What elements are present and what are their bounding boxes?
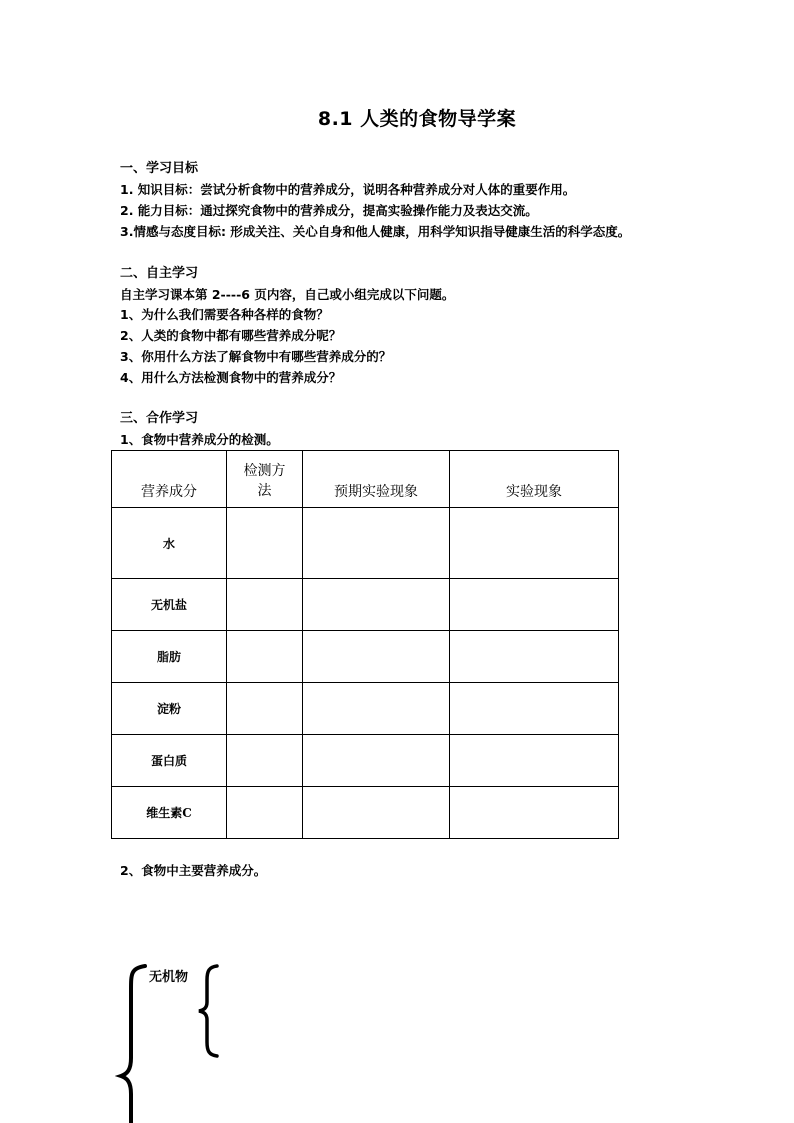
header-nutrient: 营养成分 <box>112 451 227 508</box>
question-1: 1、为什么我们需要各种各样的食物？ <box>120 307 329 322</box>
small-left-brace <box>195 962 225 1060</box>
nutrient-protein: 蛋白质 <box>112 735 227 787</box>
objective-3: 3.情感与态度目标: 形成关注、关心自身和他人健康，用科学知识指导健康生活的科学态度。 <box>120 224 631 239</box>
expected-cell[interactable] <box>303 683 450 735</box>
observed-cell[interactable] <box>450 631 619 683</box>
nutrient-minerals: 无机盐 <box>112 579 227 631</box>
cooperative-question-1: 1、食物中营养成分的检测。 <box>120 432 279 447</box>
self-study-intro: 自主学习课本第 2----6 页内容，自己或小组完成以下问题。 <box>120 287 455 302</box>
expected-cell[interactable] <box>303 508 450 579</box>
header-expected: 预期实验现象 <box>303 451 450 508</box>
nutrient-vitamin-c: 维生素C <box>112 787 227 839</box>
nutrient-detection-table <box>111 450 619 839</box>
observed-cell[interactable] <box>450 735 619 787</box>
table-row <box>112 735 619 787</box>
expected-cell[interactable] <box>303 787 450 839</box>
method-cell[interactable] <box>227 787 303 839</box>
method-cell[interactable] <box>227 508 303 579</box>
page-title: 8.1 人类的食物导学案 <box>317 108 517 130</box>
observed-cell[interactable] <box>450 683 619 735</box>
method-cell[interactable] <box>227 683 303 735</box>
header-observed: 实验现象 <box>450 451 619 508</box>
method-cell[interactable] <box>227 631 303 683</box>
method-cell[interactable] <box>227 579 303 631</box>
observed-cell[interactable] <box>450 787 619 839</box>
expected-cell[interactable] <box>303 735 450 787</box>
nutrient-fat: 脂肪 <box>112 631 227 683</box>
table-row <box>112 787 619 839</box>
objective-2: 2. 能力目标：通过探究食物中的营养成分，提高实验操作能力及表达交流。 <box>120 203 538 218</box>
question-2: 2、人类的食物中都有哪些营养成分呢？ <box>120 328 342 343</box>
table-row <box>112 683 619 735</box>
section1-heading: 一、学习目标 <box>120 161 199 176</box>
objective-1: 1. 知识目标：尝试分析食物中的营养成分，说明各种营养成分对人体的重要作用。 <box>120 182 576 197</box>
nutrient-water: 水 <box>112 508 227 579</box>
table-row <box>112 579 619 631</box>
question-3: 3、你用什么方法了解食物中有哪些营养成分的？ <box>120 349 392 364</box>
expected-cell[interactable] <box>303 579 450 631</box>
header-method: 检测方法 <box>227 451 303 508</box>
question-4: 4、用什么方法检测食物中的营养成分？ <box>120 370 342 385</box>
section3-heading: 三、合作学习 <box>120 411 199 426</box>
table-row <box>112 508 619 579</box>
method-cell[interactable] <box>227 735 303 787</box>
expected-cell[interactable] <box>303 631 450 683</box>
section2-heading: 二、自主学习 <box>120 266 199 281</box>
inorganic-label: 无机物 <box>149 970 189 985</box>
observed-cell[interactable] <box>450 579 619 631</box>
table-row <box>112 631 619 683</box>
cooperative-question-2: 2、食物中主要营养成分。 <box>120 863 267 878</box>
nutrient-starch: 淀粉 <box>112 683 227 735</box>
observed-cell[interactable] <box>450 508 619 579</box>
